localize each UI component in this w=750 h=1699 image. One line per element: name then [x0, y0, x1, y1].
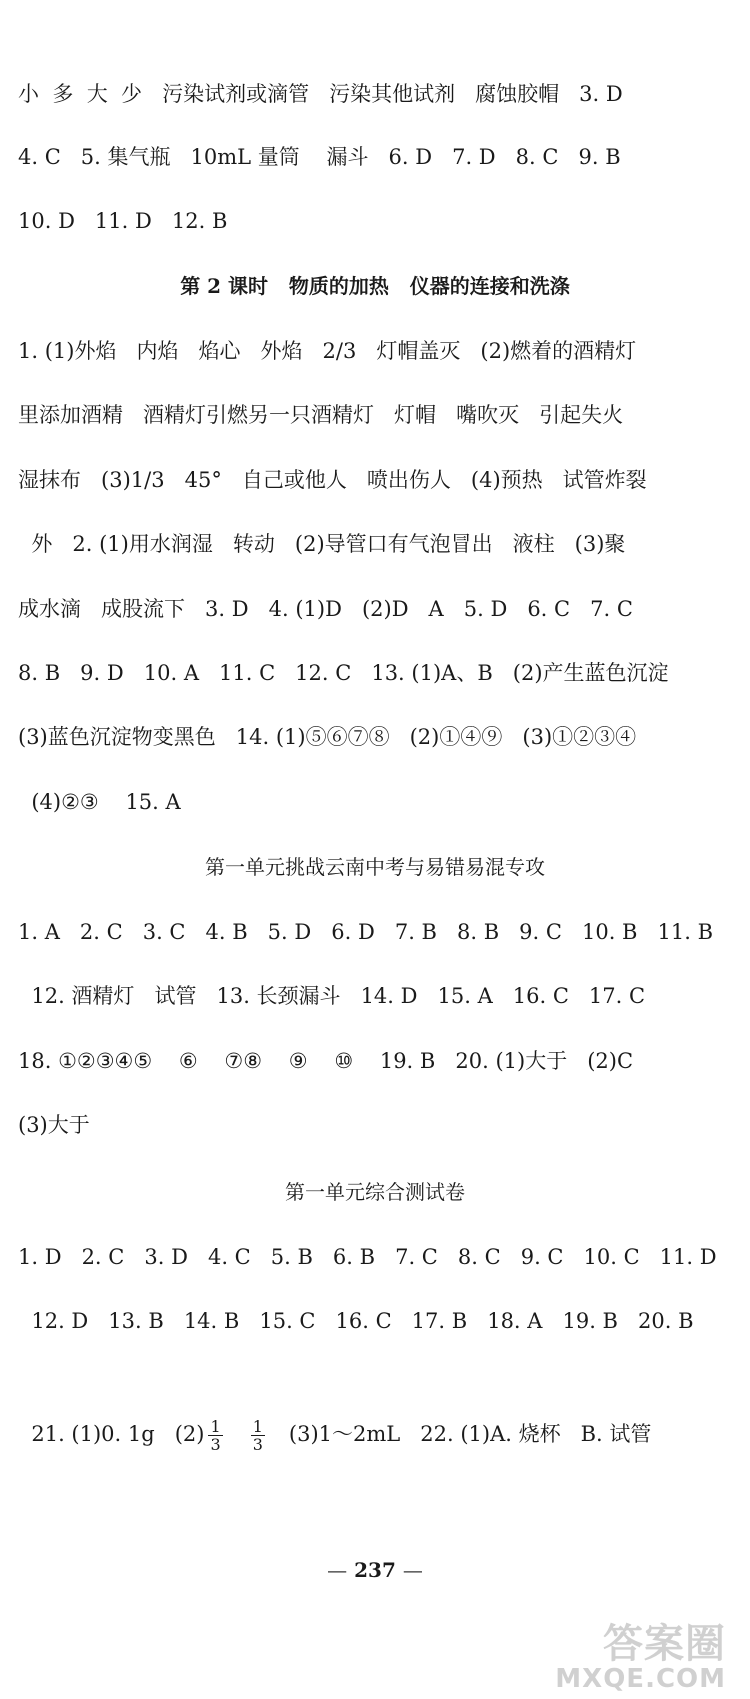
text-line: 12. D 13. B 14. B 15. C 16. C 17. B 18. A 19. B 20. B: [18, 1309, 694, 1333]
text-line: 4. C 5. 集气瓶 10mL 量筒 漏斗 6. D 7. D 8. C 9. B: [18, 145, 621, 169]
text-line: 10. D 11. D 12. B: [18, 209, 228, 233]
text-line: 里添加酒精 酒精灯引燃另一只酒精灯 灯帽 嘴吹灭 引起失火: [18, 403, 624, 427]
fraction: [208, 1418, 222, 1453]
line-segment: (3)1～2mL 22. (1)A. 烧杯 B. 试管: [268, 1422, 652, 1446]
watermark-url: MXQE.COM: [555, 1664, 726, 1694]
watermark-title: 答案圈: [603, 1621, 726, 1667]
fraction-denominator: 3: [252, 1435, 263, 1454]
line-segment: 21. (1)0. 1g (2): [31, 1422, 205, 1446]
text-line: 12. 酒精灯 试管 13. 长颈漏斗 14. D 15. A 16. C 17. C: [18, 984, 646, 1008]
section-heading: 第 2 课时 物质的加热 仪器的连接和洗涤: [180, 274, 570, 298]
text-line: 成水滴 成股流下 3. D 4. (1)D (2)D A 5. D 6. C 7. C: [18, 597, 633, 621]
text-line: 1. A 2. C 3. C 4. B 5. D 6. D 7. B 8. B 9. C 10. B 11. B: [18, 920, 714, 944]
watermark-logo: [555, 1623, 726, 1693]
text-line: (4)②③ 15. A: [18, 790, 181, 814]
fraction-denominator: 3: [210, 1435, 221, 1454]
section-heading: 第一单元挑战云南中考与易错易混专攻: [205, 855, 545, 879]
text-line: (3)大于: [18, 1113, 90, 1137]
text-line: 小 多 大 少 污染试剂或滴管 污染其他试剂 腐蚀胶帽 3. D: [18, 82, 623, 106]
page-number-dash: —: [402, 1558, 423, 1582]
text-line: 1. D 2. C 3. D 4. C 5. B 6. B 7. C 8. C 9. C 10. C 11. D: [18, 1245, 717, 1269]
fraction-numerator: 1: [252, 1417, 263, 1436]
fraction-numerator: 1: [210, 1417, 221, 1436]
text-line: 外 2. (1)用水润湿 转动 (2)导管口有气泡冒出 液柱 (3)聚: [18, 532, 626, 556]
page-number-value: 237: [354, 1558, 396, 1582]
page-number: [0, 1558, 750, 1582]
text-line: 1. (1)外焰 内焰 焰心 外焰 2/3 灯帽盖灭 (2)燃着的酒精灯: [18, 339, 637, 363]
text-line: 湿抹布 (3)1/3 45° 自己或他人 喷出伤人 (4)预热 试管炸裂: [18, 468, 647, 492]
text-line: (3)蓝色沉淀物变黑色 14. (1)⑤⑥⑦⑧ (2)①④⑨ (3)①②③④: [18, 725, 637, 749]
section-heading: 第一单元综合测试卷: [285, 1180, 465, 1204]
text-line: 8. B 9. D 10. A 11. C 12. C 13. (1)A、B (2)产生蓝色沉淀: [18, 661, 669, 685]
text-line-with-fractions: [18, 1374, 732, 1454]
text-line: 18. ①②③④⑤ ⑥ ⑦⑧ ⑨ ⑩ 19. B 20. (1)大于 (2)C: [18, 1049, 634, 1073]
fraction: [251, 1418, 265, 1453]
page-number-dash: —: [327, 1558, 348, 1582]
